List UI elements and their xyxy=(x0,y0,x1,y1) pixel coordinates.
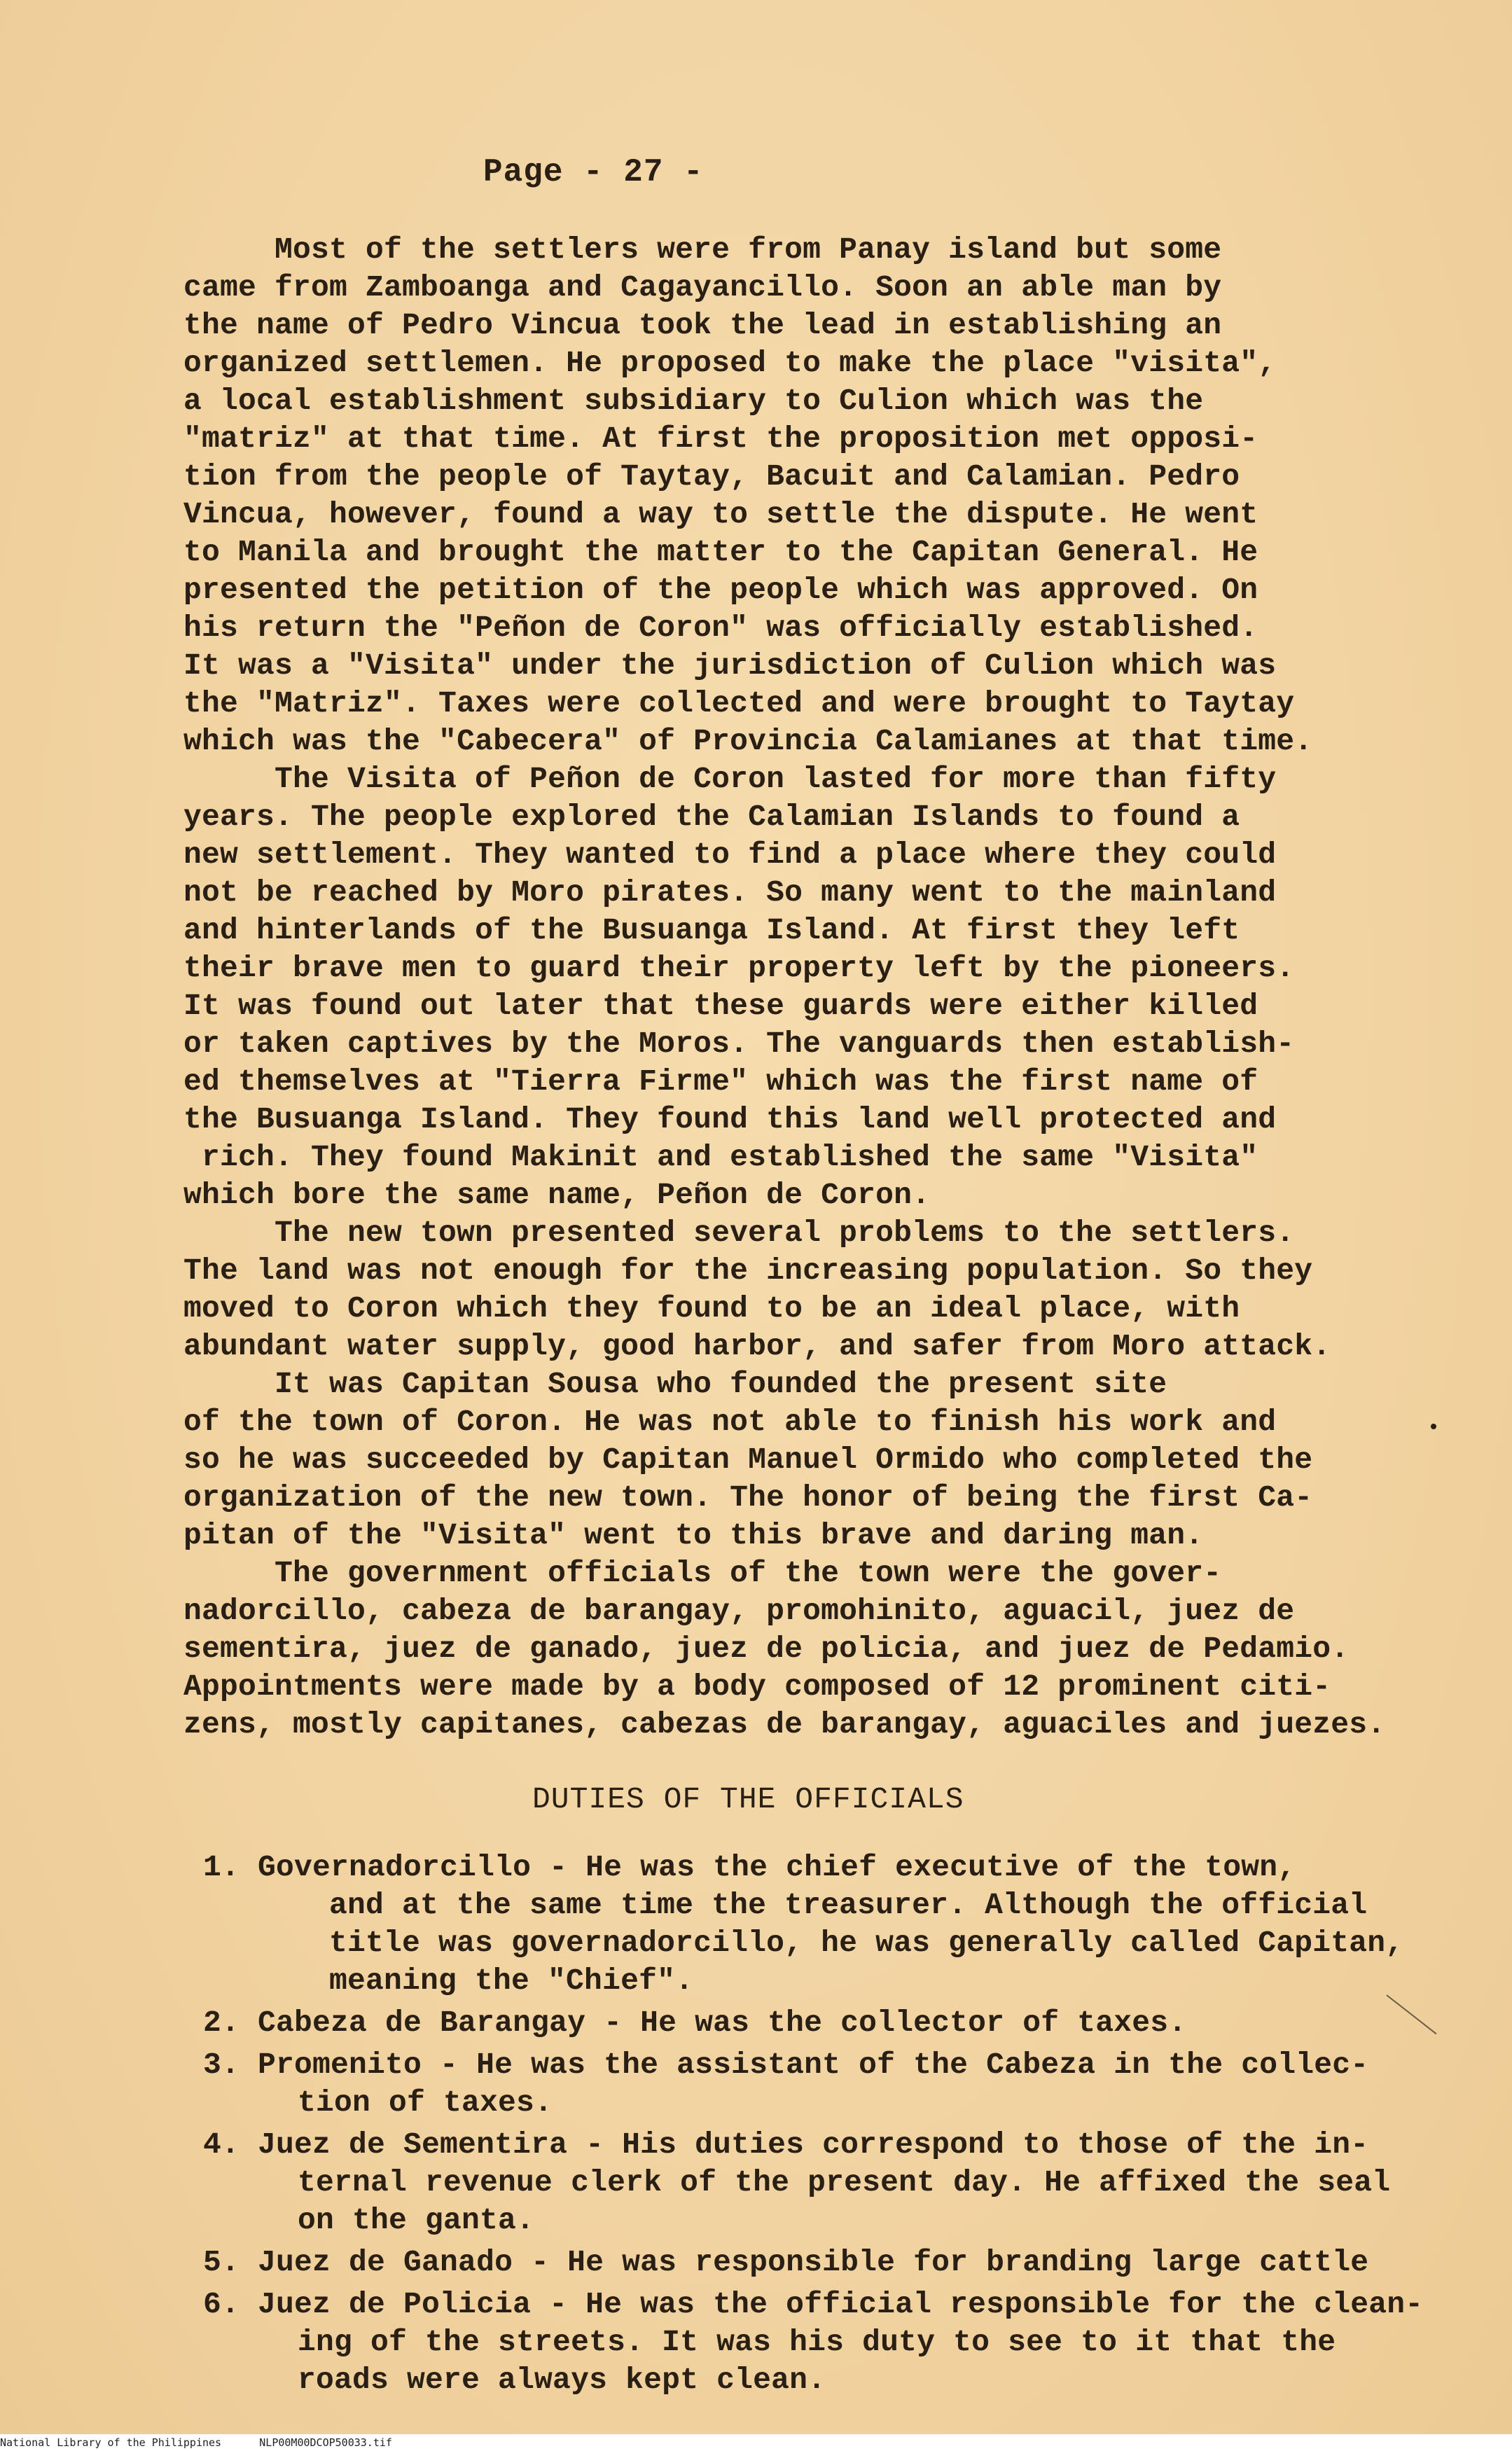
footer-library: National Library of the Philippines xyxy=(0,2436,222,2449)
body-text xyxy=(183,231,1465,1744)
body-line: which bore the same name, Peñon de Coron. xyxy=(183,1178,931,1212)
duty-title-line: 6. Juez de Policia - He was the official responsible for the clean- xyxy=(203,2287,1424,2321)
duty-item xyxy=(203,1849,1485,2000)
body-line: The government officials of the town were the gover- xyxy=(275,1556,1222,1590)
duty-continuation-line: title was governadorcillo, he was generally called Capitan, xyxy=(329,1926,1404,1960)
page-number: Page - 27 - xyxy=(483,154,704,190)
duty-continuation-line: roads were always kept clean. xyxy=(298,2363,826,2397)
body-line: ed themselves at "Tierra Firme" which was the first name of xyxy=(183,1064,1258,1099)
body-line: which was the "Cabecera" of Provincia Calamianes at that time. xyxy=(183,724,1313,758)
duty-continuation-line: and at the same time the treasurer. Although the official xyxy=(329,1888,1368,1922)
body-line: Vincua, however, found a way to settle the dispute. He went xyxy=(183,497,1258,532)
body-line: moved to Coron which they found to be an ideal place, with xyxy=(183,1291,1240,1326)
duty-continuation-line: ternal revenue clerk of the present day. He affixed the seal xyxy=(298,2165,1391,2200)
body-line: Appointments were made by a body composed of 12 prominent citi- xyxy=(183,1669,1331,1704)
duty-item xyxy=(203,2286,1485,2399)
body-line: their brave men to guard their property left by the pioneers. xyxy=(183,951,1295,985)
body-line: It was found out later that these guards were either killed xyxy=(183,989,1258,1023)
body-line: new settlement. They wanted to find a place where they could xyxy=(183,838,1277,872)
body-line: The land was not enough for the increasing population. So they xyxy=(183,1254,1313,1288)
duty-item xyxy=(203,2046,1485,2122)
body-line: presented the petition of the people which was approved. On xyxy=(183,573,1258,607)
body-line: of the town of Coron. He was not able to finish his work and xyxy=(183,1405,1277,1439)
body-line: to Manila and brought the matter to the Capitan General. He xyxy=(183,535,1258,569)
body-line: nadorcillo, cabeza de barangay, promohinito, aguacil, juez de xyxy=(183,1594,1295,1628)
body-line: The new town presented several problems to the settlers. xyxy=(275,1216,1295,1250)
duty-title-line: 5. Juez de Ganado - He was responsible for branding large cattle xyxy=(203,2245,1369,2279)
body-line: The Visita of Peñon de Coron lasted for more than fifty xyxy=(275,762,1277,796)
ink-dot xyxy=(1431,1424,1436,1429)
duty-continuation-line: ing of the streets. It was his duty to see to it that the xyxy=(298,2325,1336,2359)
duty-title-line: 4. Juez de Sementira - His duties correspond to those of the in- xyxy=(203,2127,1369,2162)
body-line: It was Capitan Sousa who founded the present site xyxy=(275,1367,1167,1401)
body-line: zens, mostly capitanes, cabezas de barangay, aguaciles and juezes. xyxy=(183,1707,1386,1742)
section-heading: DUTIES OF THE OFFICIALS xyxy=(532,1782,964,1817)
duty-item xyxy=(203,2244,1485,2282)
duty-item xyxy=(203,2004,1485,2042)
duty-continuation-line: on the ganta. xyxy=(298,2203,535,2237)
body-line: It was a "Visita" under the jurisdiction of Culion which was xyxy=(183,648,1277,683)
duty-title-line: 1. Governadorcillo - He was the chief executive of the town, xyxy=(203,1850,1296,1884)
body-line: a local establishment subsidiary to Culion which was the xyxy=(183,384,1204,418)
body-line: his return the "Peñon de Coron" was officially established. xyxy=(183,611,1258,645)
duty-item xyxy=(203,2126,1485,2240)
body-line: or taken captives by the Moros. The vanguards then establish- xyxy=(183,1027,1295,1061)
body-line: came from Zamboanga and Cagayancillo. Soon an able man by xyxy=(183,270,1222,305)
footer-file-id: NLP00M00DCOP50033.tif xyxy=(259,2436,392,2449)
body-line: rich. They found Makinit and established the same "Visita" xyxy=(183,1140,1258,1174)
body-line: so he was succeeded by Capitan Manuel Ormido who completed the xyxy=(183,1443,1313,1477)
body-line: organized settlemen. He proposed to make the place "visita", xyxy=(183,346,1277,380)
body-line: "matriz" at that time. At first the proposition met opposi- xyxy=(183,422,1258,456)
body-line: the name of Pedro Vincua took the lead in establishing an xyxy=(183,308,1222,342)
body-line: abundant water supply, good harbor, and safer from Moro attack. xyxy=(183,1329,1331,1363)
body-line: Most of the settlers were from Panay island but some xyxy=(275,232,1222,267)
duty-title-line: 2. Cabeza de Barangay - He was the collector of taxes. xyxy=(203,2006,1187,2040)
body-line: pitan of the "Visita" went to this brave and daring man. xyxy=(183,1518,1204,1553)
duty-continuation-line: tion of taxes. xyxy=(298,2085,553,2120)
body-line: not be reached by Moro pirates. So many went to the mainland xyxy=(183,875,1277,910)
scan-footer xyxy=(0,2434,1512,2451)
body-line: the Busuanga Island. They found this land well protected and xyxy=(183,1102,1277,1137)
duty-title-line: 3. Promenito - He was the assistant of the Cabeza in the collec- xyxy=(203,2048,1369,2082)
body-line: tion from the people of Taytay, Bacuit and Calamian. Pedro xyxy=(183,459,1240,494)
body-line: organization of the new town. The honor of being the first Ca- xyxy=(183,1480,1313,1515)
body-line: and hinterlands of the Busuanga Island. At first they left xyxy=(183,913,1240,947)
duty-continuation-line: meaning the "Chief". xyxy=(329,1964,694,1998)
body-line: sementira, juez de ganado, juez de policia, and juez de Pedamio. xyxy=(183,1632,1350,1666)
body-line: the "Matriz". Taxes were collected and were brought to Taytay xyxy=(183,686,1295,721)
body-line: years. The people explored the Calamian Islands to found a xyxy=(183,800,1240,834)
duties-list xyxy=(203,1849,1485,2403)
